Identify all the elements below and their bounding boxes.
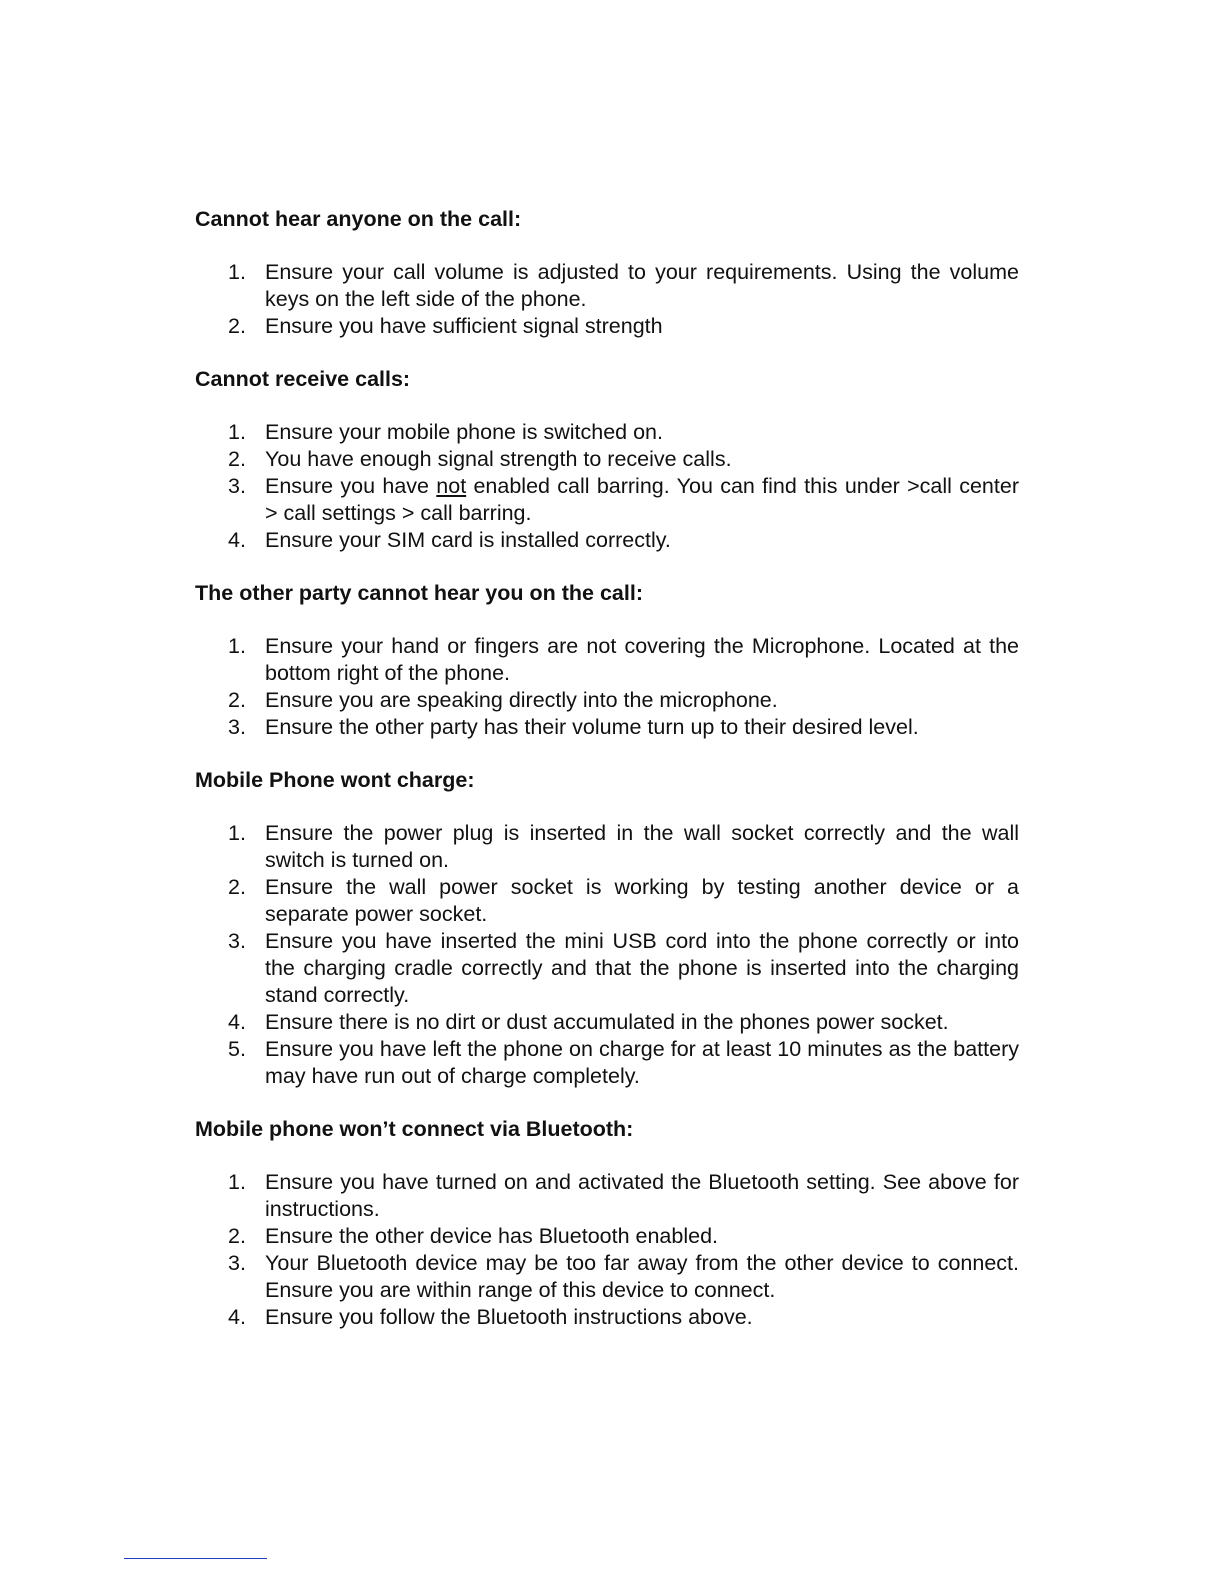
item-number: 3. (228, 715, 246, 739)
item-text: Ensure the other party has their volume turn up to their desired level. (265, 715, 919, 739)
item-number: 2. (228, 447, 246, 471)
list-item (195, 633, 1019, 687)
item-number: 4. (228, 1305, 246, 1329)
item-text: Ensure you have left the phone on charge for at least 10 minutes as the battery may have run out of charge completely. (265, 1037, 1019, 1088)
item-number: 2. (228, 1224, 246, 1248)
list-item (195, 1223, 1019, 1250)
troubleshooting-list (195, 820, 1019, 1090)
list-item (195, 820, 1019, 874)
item-text-after: enabled call barring. You can find this under >call center > call settings > call barring. (265, 474, 1019, 525)
item-text: Ensure the other device has Bluetooth enabled. (265, 1224, 719, 1248)
item-number: 5. (228, 1037, 246, 1061)
list-item (195, 687, 1019, 714)
item-number: 3. (228, 1251, 246, 1275)
item-number: 2. (228, 314, 246, 338)
item-text: Your Bluetooth device may be too far away from the other device to connect. Ensure you are within range of this device to connect. (265, 1251, 1019, 1302)
list-item (195, 259, 1019, 313)
troubleshooting-list (195, 259, 1019, 340)
item-text: Ensure your call volume is adjusted to your requirements. Using the volume keys on the left side of the phone. (265, 260, 1019, 311)
item-text-emphasis: not (436, 474, 467, 498)
item-text: Ensure you have inserted the mini USB cord into the phone correctly or into the charging cradle correctly and that the phone is inserted into the charging stand correctly. (265, 929, 1019, 1007)
item-number: 2. (228, 688, 246, 712)
list-item (195, 1009, 1019, 1036)
item-text: Ensure your hand or fingers are not covering the Microphone. Located at the bottom right of the phone. (265, 634, 1019, 685)
item-text-before: Ensure you have (265, 474, 437, 498)
item-number: 1. (228, 260, 246, 284)
troubleshooting-list (195, 419, 1019, 554)
list-item (195, 313, 1019, 340)
item-text: Ensure the wall power socket is working by testing another device or a separate power socket. (265, 875, 1019, 926)
list-item (195, 419, 1019, 446)
list-item (195, 1169, 1019, 1223)
section-heading: Mobile phone won’t connect via Bluetooth: (195, 1117, 634, 1141)
item-number: 3. (228, 474, 246, 498)
item-text: You have enough signal strength to receive calls. (265, 447, 732, 471)
item-text: Ensure you have sufficient signal strength (265, 314, 663, 338)
item-text: Ensure you have turned on and activated the Bluetooth setting. See above for instructions. (265, 1170, 1019, 1221)
list-item (195, 874, 1019, 928)
section-heading: The other party cannot hear you on the call: (195, 581, 643, 605)
section-heading: Cannot hear anyone on the call: (195, 207, 522, 231)
item-number: 2. (228, 875, 246, 899)
list-item (195, 446, 1019, 473)
troubleshooting-list (195, 1169, 1019, 1331)
item-number: 1. (228, 420, 246, 444)
item-number: 3. (228, 929, 246, 953)
item-number: 1. (228, 1170, 246, 1194)
item-text: Ensure you are speaking directly into the microphone. (265, 688, 778, 712)
item-text: Ensure there is no dirt or dust accumulated in the phones power socket. (265, 1010, 949, 1034)
list-item (195, 1036, 1019, 1090)
item-number: 4. (228, 528, 246, 552)
section-heading: Cannot receive calls: (195, 367, 411, 391)
item-text: Ensure your SIM card is installed correctly. (265, 528, 671, 552)
section-heading: Mobile Phone wont charge: (195, 768, 475, 792)
item-text: Ensure you follow the Bluetooth instructions above. (265, 1305, 753, 1329)
list-item (195, 473, 1019, 527)
list-item (195, 1304, 1019, 1331)
list-item (195, 928, 1019, 1009)
item-number: 1. (228, 821, 246, 845)
list-item (195, 714, 1019, 741)
troubleshooting-page (195, 206, 1019, 1357)
item-text: Ensure the power plug is inserted in the wall socket correctly and the wall switch is turned on. (265, 821, 1019, 872)
item-number: 1. (228, 634, 246, 658)
item-text: Ensure your mobile phone is switched on. (265, 420, 663, 444)
item-number: 4. (228, 1010, 246, 1034)
troubleshooting-list (195, 633, 1019, 741)
list-item (195, 1250, 1019, 1304)
footnote-separator (124, 1558, 267, 1559)
list-item (195, 527, 1019, 554)
